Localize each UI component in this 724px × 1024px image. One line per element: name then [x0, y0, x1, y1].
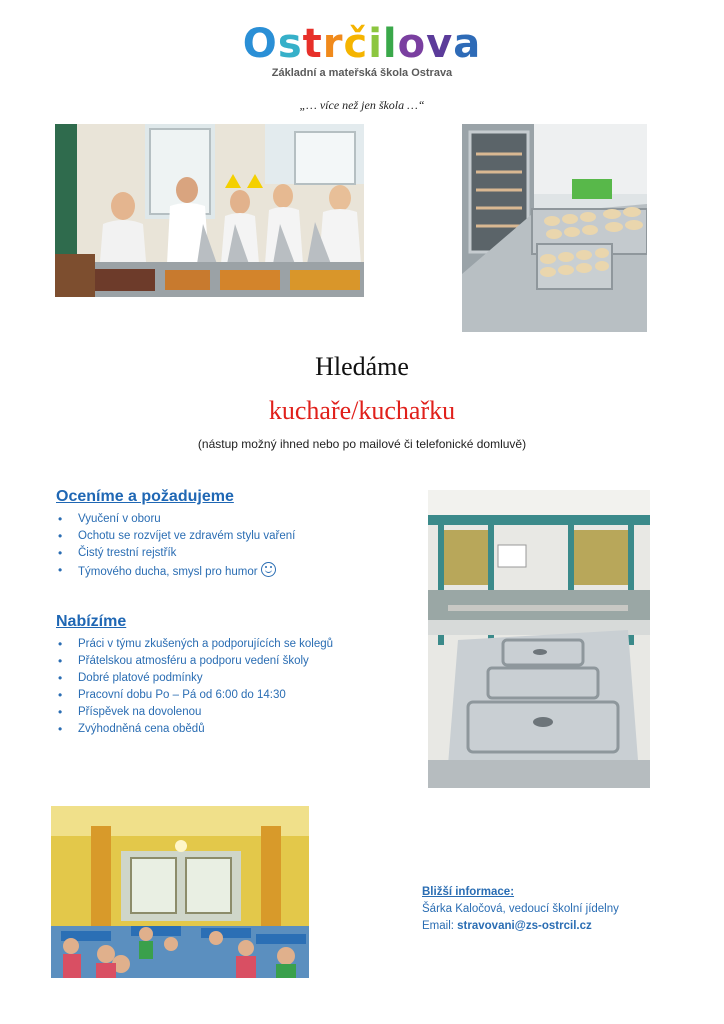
list-item-text: Týmového ducha, smysl pro humor: [78, 566, 258, 578]
logo-letter: a: [453, 21, 482, 67]
logo-letter: s: [277, 21, 303, 67]
logo-letter: r: [322, 21, 344, 67]
logo-letter: O: [242, 21, 278, 67]
contact-email-line: [422, 918, 682, 935]
list-item-text: Vyučení v oboru: [78, 513, 161, 525]
list-item-text: Příspěvek na dovolenou: [78, 706, 202, 718]
contact-person: Šárka Kaločová, vedoucí školní jídelny: [422, 903, 619, 915]
list-item-text: Pracovní dobu Po – Pá od 6:00 do 14:30: [78, 689, 286, 701]
kitchen-staff-photo: [55, 124, 364, 297]
logo-letter: o: [397, 21, 427, 67]
start-note: (nástup možný ihned nebo po mailové či telefonické domluvě): [197, 437, 527, 451]
list-item-text: Práci v týmu zkušených a podporujících se kolegů: [78, 638, 334, 650]
list-item-text: Ochotu se rozvíjet ve zdravém stylu vaření: [78, 530, 296, 542]
logo-letter: l: [382, 21, 398, 67]
list-item: [56, 687, 396, 704]
oven-trays-photo: [462, 124, 647, 332]
contact-title: Bližší informace:: [422, 886, 515, 898]
contact-info: [422, 884, 682, 935]
list-item: [56, 636, 396, 653]
smiley-icon: [261, 562, 276, 577]
school-name: Základní a mateřská škola Ostrava: [271, 67, 453, 79]
list-item-text: Čistý trestní rejstřík: [78, 547, 177, 559]
job-position: kuchaře/kuchařku: [268, 396, 456, 425]
logo-letter: i: [368, 21, 383, 67]
logo-letter: t: [302, 21, 323, 67]
school-logo: [0, 22, 724, 79]
list-item-text: Zvýhodněná cena obědů: [78, 723, 205, 735]
offer-title: Nabízíme: [56, 613, 127, 630]
list-item: [56, 721, 396, 738]
logo-letter: č: [343, 21, 369, 67]
logo-letter: v: [426, 21, 454, 67]
logo-wordmark: [0, 22, 724, 66]
dining-hall-photo: [51, 806, 309, 978]
list-item: [56, 562, 396, 581]
list-item: [56, 545, 396, 562]
offer-list: [56, 636, 396, 738]
requirements-title: Oceníme a požadujeme: [56, 488, 234, 505]
email-link[interactable]: stravovani@zs-ostrcil.cz: [457, 920, 592, 932]
list-item: [56, 653, 396, 670]
list-item: [56, 511, 396, 528]
serving-counter-photo: [428, 490, 650, 788]
list-item: [56, 704, 396, 721]
list-item-text: Dobré platové podmínky: [78, 672, 203, 684]
email-label: Email:: [422, 920, 458, 932]
list-item: [56, 670, 396, 687]
list-item: [56, 528, 396, 545]
page-title: Hledáme: [315, 352, 409, 381]
tagline: „… více než jen škola …“: [299, 98, 425, 112]
list-item-text: Přátelskou atmosféru a podporu vedení školy: [78, 655, 309, 667]
requirements-list: [56, 511, 396, 581]
